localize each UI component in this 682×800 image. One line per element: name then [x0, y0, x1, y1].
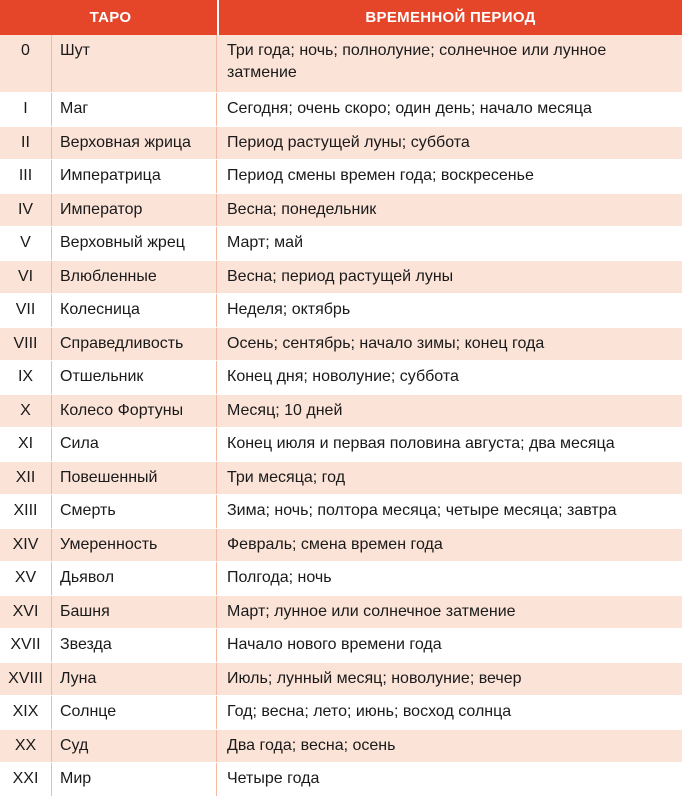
- arcana-name: Колесница: [52, 294, 217, 327]
- arcana-name: Башня: [52, 596, 217, 629]
- arcana-number: V: [0, 227, 52, 260]
- arcana-number: XX: [0, 730, 52, 763]
- time-period: Начало нового времени года: [227, 636, 442, 654]
- arcana-number: VI: [0, 261, 52, 294]
- time-period: Сегодня; очень скоро; один день; начало месяца: [227, 100, 592, 118]
- time-period: Осень; сентябрь; начало зимы; конец года: [227, 334, 545, 352]
- time-period: Полгода; ночь: [227, 569, 332, 587]
- header-period: ВРЕМЕННОЙ ПЕРИОД: [217, 0, 682, 35]
- table-body: [0, 35, 682, 800]
- table-row: [0, 696, 682, 730]
- table-row: [0, 763, 682, 797]
- arcana-name: Справедливость: [52, 328, 217, 361]
- arcana-name: Маг: [52, 93, 217, 126]
- arcana-name: Звезда: [52, 629, 217, 662]
- arcana-number: XII: [0, 462, 52, 495]
- table-row: [0, 127, 682, 161]
- arcana-name: Солнце: [52, 696, 217, 729]
- arcana-number: IX: [0, 361, 52, 394]
- arcana-number: III: [0, 160, 52, 193]
- time-period: Два года; весна; осень: [227, 736, 396, 754]
- arcana-name: Повешенный: [52, 462, 217, 495]
- arcana-number: VIII: [0, 328, 52, 361]
- table-row: [0, 663, 682, 697]
- time-period: Неделя; октябрь: [227, 301, 351, 319]
- arcana-number: XIV: [0, 529, 52, 562]
- arcana-name: Отшельник: [52, 361, 217, 394]
- time-period: Зима; ночь; полтора месяца; четыре месяца; завтра: [227, 502, 617, 520]
- table-row: [0, 294, 682, 328]
- table-row: [0, 629, 682, 663]
- table-row: [0, 529, 682, 563]
- arcana-name: Умеренность: [52, 529, 217, 562]
- time-period: Три месяца; год: [227, 468, 346, 486]
- arcana-name: Верховный жрец: [52, 227, 217, 260]
- table-row: [0, 462, 682, 496]
- table-row: [0, 93, 682, 127]
- time-period: Март; лунное или солнечное затмение: [227, 602, 516, 620]
- table-row: [0, 428, 682, 462]
- time-period: Три года; ночь; полнолуние; солнечное или лунное затмение: [227, 42, 607, 81]
- table-row: [0, 261, 682, 295]
- arcana-name: Дьявол: [52, 562, 217, 595]
- table-row: [0, 562, 682, 596]
- time-period: Июль; лунный месяц; новолуние; вечер: [227, 669, 522, 687]
- arcana-number: XI: [0, 428, 52, 461]
- table-row: [0, 730, 682, 764]
- time-period: Год; весна; лето; июнь; восход солнца: [227, 703, 512, 721]
- arcana-name: Колесо Фортуны: [52, 395, 217, 428]
- arcana-number: IV: [0, 194, 52, 227]
- arcana-number: I: [0, 93, 52, 126]
- time-period: Конец июля и первая половина августа; два месяца: [227, 435, 615, 453]
- arcana-name: Влюбленные: [52, 261, 217, 294]
- arcana-number: II: [0, 127, 52, 160]
- arcana-number: XIII: [0, 495, 52, 528]
- time-period: Месяц; 10 дней: [227, 401, 343, 419]
- arcana-name: Императрица: [52, 160, 217, 193]
- arcana-name: Шут: [52, 35, 217, 92]
- arcana-number: X: [0, 395, 52, 428]
- arcana-number: XIX: [0, 696, 52, 729]
- time-period: Март; май: [227, 234, 304, 252]
- time-period: Конец дня; новолуние; суббота: [227, 368, 459, 386]
- arcana-number: VII: [0, 294, 52, 327]
- time-period: Период смены времен года; воскресенье: [227, 167, 534, 185]
- arcana-name: Мир: [52, 763, 217, 796]
- arcana-number: XXI: [0, 763, 52, 796]
- arcana-name: Верховная жрица: [52, 127, 217, 160]
- table-row: [0, 361, 682, 395]
- table-row: [0, 395, 682, 429]
- table-row: [0, 227, 682, 261]
- arcana-name: Суд: [52, 730, 217, 763]
- table-header: [0, 0, 682, 35]
- table-row: [0, 328, 682, 362]
- table-row: [0, 596, 682, 630]
- arcana-number: 0: [0, 35, 52, 92]
- arcana-number: XVI: [0, 596, 52, 629]
- arcana-number: XV: [0, 562, 52, 595]
- time-period: Период растущей луны; суббота: [227, 133, 470, 151]
- time-period: Весна; период растущей луны: [227, 267, 454, 285]
- time-period: Февраль; смена времен года: [227, 535, 443, 553]
- time-period: Весна; понедельник: [227, 200, 377, 218]
- arcana-number: XVIII: [0, 663, 52, 696]
- table-row: [0, 194, 682, 228]
- time-period: Четыре года: [227, 770, 320, 788]
- table-row: [0, 35, 682, 93]
- header-tarot: ТАРО: [89, 9, 132, 26]
- table-row: [0, 495, 682, 529]
- arcana-number: XVII: [0, 629, 52, 662]
- arcana-name: Луна: [52, 663, 217, 696]
- arcana-name: Сила: [52, 428, 217, 461]
- table-row: [0, 160, 682, 194]
- arcana-name: Смерть: [52, 495, 217, 528]
- arcana-name: Император: [52, 194, 217, 227]
